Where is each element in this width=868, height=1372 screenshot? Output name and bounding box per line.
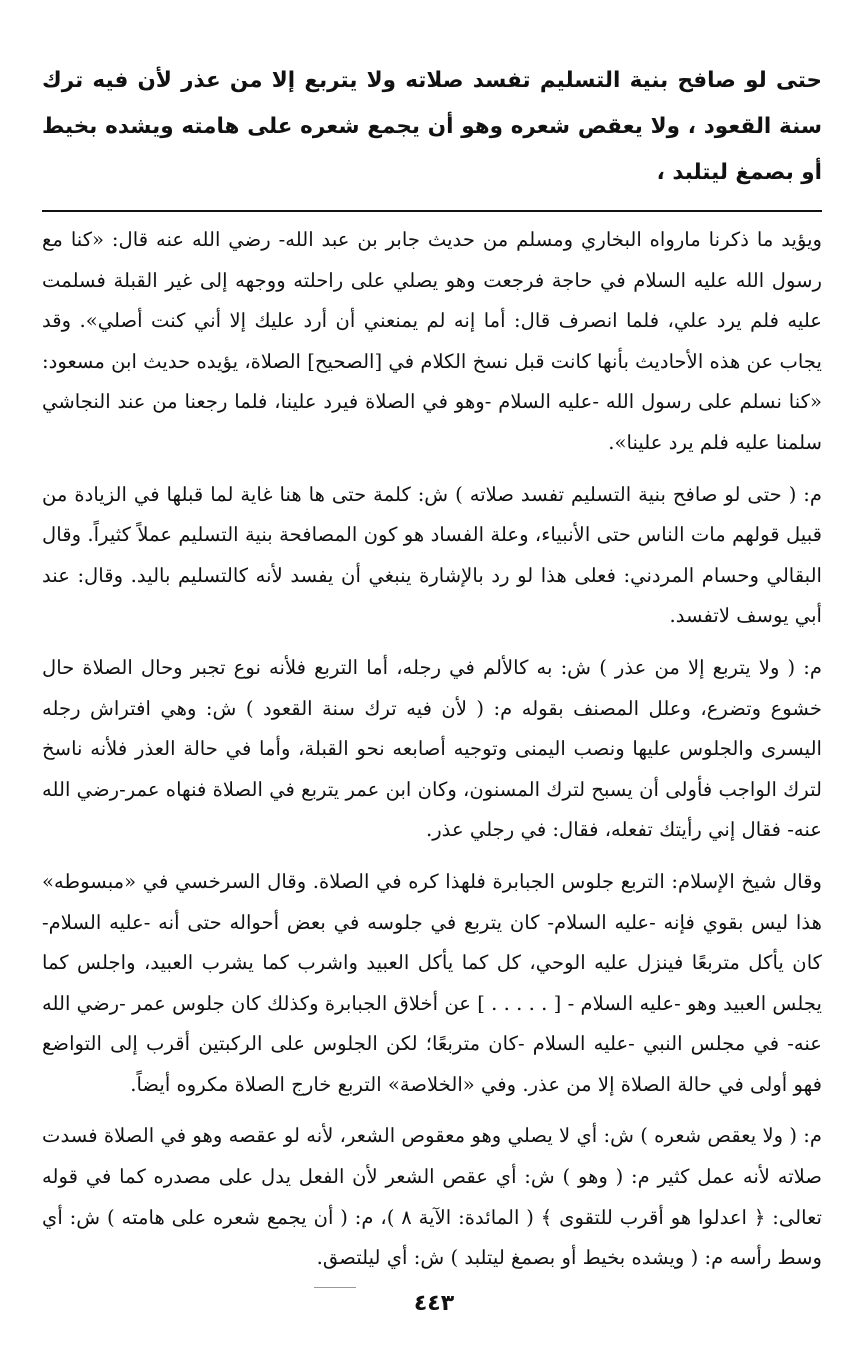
footer-divider bbox=[314, 1287, 356, 1288]
page-number: ٤٤٣ bbox=[413, 1291, 455, 1316]
main-text: حتى لو صافح بنية التسليم تفسد صلاته ولا يتربع إلا من عذر لأن فيه ترك سنة القعود ، ولا يعقص شعره وهو أن يجمع شعره على هامته ويشده بخيط أو بصمغ ليتلبد ، bbox=[42, 68, 822, 185]
commentary-paragraph-1: ويؤيد ما ذكرنا مارواه البخاري ومسلم من حديث جابر بن عبد الله- رضي الله عنه قال: «كنا مع رسول الله عليه السلام في حاجة فرجعت وهو يصلي على راحلته ووجهه إلى غير القبلة فسلمت عليه فلم يرد علي، فلما انصرف قال: أما إنه لم يمنعني أن أرد عليك إلا أني كنت أصلي». وقد يجاب عن هذه الأحاديث بأنها كانت قبل نسخ الكلام في [الصحيح] الصلاة، يؤيده حديث ابن مسعود: «كنا نسلم على رسول الله -عليه السلام -وهو في الصلاة فيرد علينا، فلما رجعنا من عند النجاشي سلمنا عليه فلم يرد علينا». bbox=[42, 228, 822, 454]
commentary-paragraph-4: وقال شيخ الإسلام: التربع جلوس الجبابرة فلهذا كره في الصلاة. وقال السرخسي في «مبسوطه» هذا ليس بقوي فإنه -عليه السلام- كان يتربع في جلوسه في بعض أحواله حتى أنه -عليه السلام- كان يأكل متربعًا فينزل عليه الوحي، كل كما يأكل العبيد واشرب كما يشرب العبيد، واجلس كما يجلس العبيد وهو -عليه السلام - [ . . . . . ] عن أخلاق الجبابرة وكذلك كان جلوس عمر -رضي الله عنه- في مجلس النبي -عليه السلام -كان متربعًا؛ لكن الجلوس على الركبتين أقرب إلى التواضع فهو أولى في حالة الصلاة إلا من عذر. وفي «الخلاصة» التربع خارج الصلاة مكروه أيضاً. bbox=[42, 869, 822, 1096]
commentary-paragraph-5: م: ( ولا يعقص شعره ) ش: أي لا يصلي وهو معقوص الشعر، لأنه لو عقصه وهو في الصلاة فسدت صلاته لأنه عمل كثير م: ( وهو ) ش: أي عقص الشعر لأن الفعل يدل على مصدره كما في قوله تعالى: ﴿ اعدلوا هو أقرب للتقوى ﴾ ( المائدة: الآية ٨ )، م: ( أن يجمع شعره على هامته ) ش: أي وسط رأسه م: ( ويشده بخيط أو بصمغ ليتلبد ) ش: أي ليلتصق. bbox=[42, 1124, 822, 1270]
commentary-paragraph-2: م: ( حتى لو صافح بنية التسليم تفسد صلاته ) ش: كلمة حتى ها هنا غاية لما قبلها في الزيادة من قبيل قولهم مات الناس حتى الأنبياء، وعلة الفساد هو كون المصافحة بنية التسليم عملاً كثيراً. وقال البقالي وحسام المردني: فعلى هذا لو رد بالإشارة ينبغي أن يفسد لأنه كالتسليم باليد. وقال: عند أبي يوسف لاتفسد. bbox=[42, 482, 822, 628]
separator-rule bbox=[42, 210, 822, 212]
commentary-paragraph-3: م: ( ولا يتربع إلا من عذر ) ش: به كالألم في رجله، أما التربع فلأنه نوع تجبر وحال الصلاة حال خشوع وتضرع، وعلل المصنف بقوله م: ( لأن فيه ترك سنة القعود ) ش: وهي افتراش رجله اليسرى والجلوس عليها ونصب اليمنى وتوجيه أصابعه نحو القبلة، وأما في حالة العذر فلأنه ناسخ لترك الواجب فأولى أن يسبح لترك المسنون، وكان ابن عمر يتربع في الصلاة فنهاه عمر-رضي الله عنه- فقال إني رأيتك تفعله، فقال: في رجلي عذر. bbox=[42, 655, 822, 842]
commentary-section bbox=[42, 220, 822, 1279]
